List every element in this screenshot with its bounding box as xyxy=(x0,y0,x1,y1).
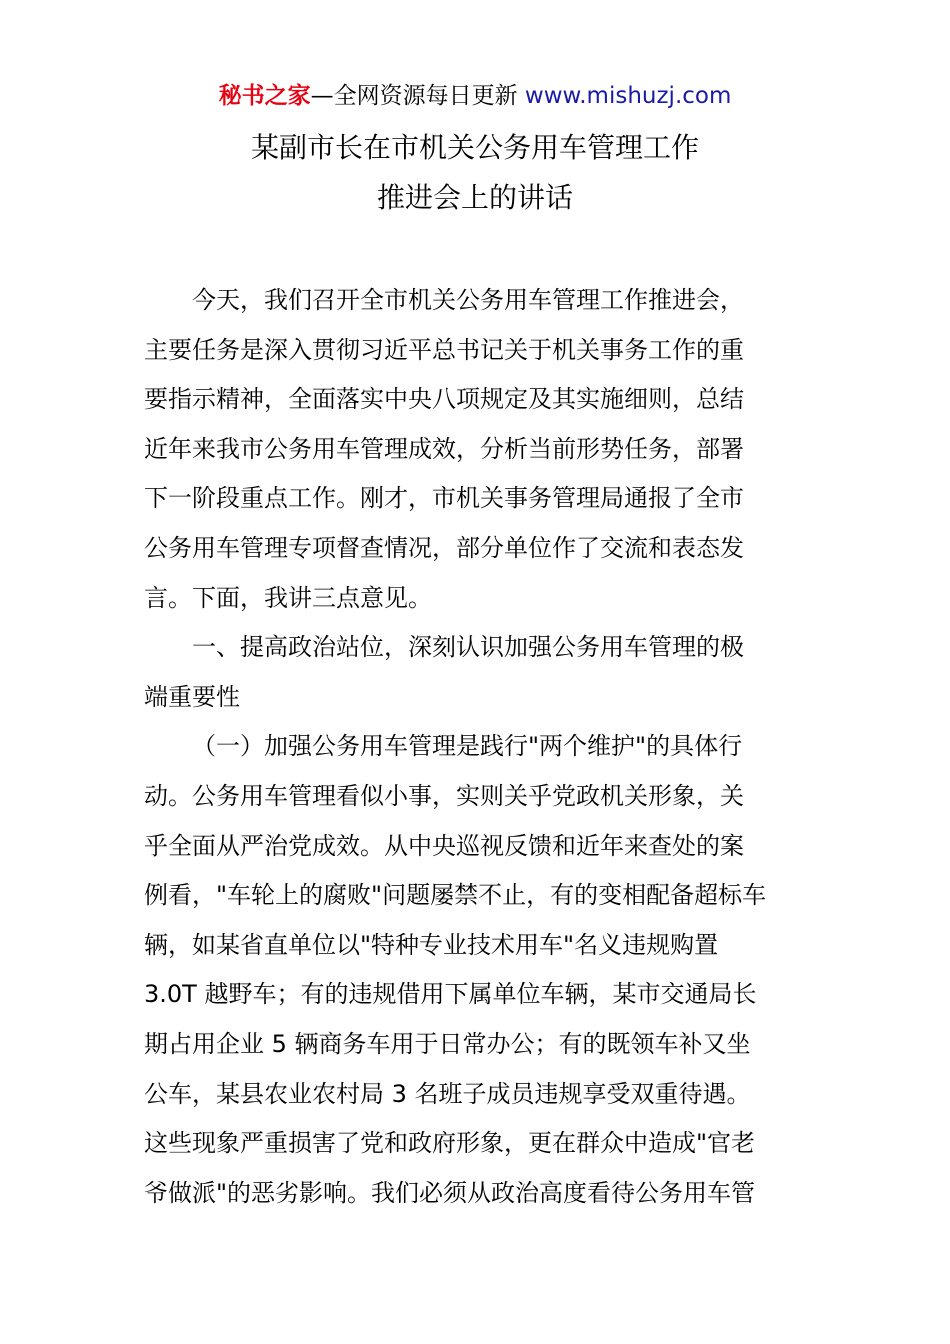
body-line: 这些现象严重损害了党和政府形象，更在群众中造成"官老 xyxy=(144,1129,756,1158)
brand-name: 秘书之家 xyxy=(218,83,311,109)
body-line: 3.0T 越野车；有的违规借用下属单位车辆，某市交通局长 xyxy=(144,980,757,1009)
section-heading-line: 端重要性 xyxy=(144,682,240,711)
body-line: （一）加强公务用车管理是践行"两个维护"的具体行 xyxy=(192,732,743,761)
document-body xyxy=(144,276,814,1218)
site-header xyxy=(0,80,950,112)
body-line: 爷做派"的恶劣影响。我们必须从政治高度看待公务用车管 xyxy=(144,1178,756,1207)
body-line: 乎全面从严治党成效。从中央巡视反馈和近年来查处的案 xyxy=(144,831,744,860)
header-tagline: —全网资源每日更新 xyxy=(310,83,525,109)
document-title-line-1: 某副市长在市机关公务用车管理工作 xyxy=(250,131,699,164)
body-line: 公务用车管理专项督查情况，部分单位作了交流和表态发 xyxy=(144,533,744,562)
body-line: 言。下面，我讲三点意见。 xyxy=(144,583,432,612)
document-title-line-2: 推进会上的讲话 xyxy=(376,181,573,214)
body-line: 主要任务是深入贯彻习近平总书记关于机关事务工作的重 xyxy=(144,335,744,364)
body-line: 例看，"车轮上的腐败"问题屡禁不止，有的变相配备超标车 xyxy=(144,881,767,910)
body-line: 下一阶段重点工作。刚才，市机关事务管理局通报了全市 xyxy=(144,484,744,513)
body-line: 辆，如某省直单位以"特种专业技术用车"名义违规购置 xyxy=(144,930,719,959)
section-heading-line: 一、提高政治站位，深刻认识加强公务用车管理的极 xyxy=(192,633,744,662)
body-line: 今天，我们召开全市机关公务用车管理工作推进会， xyxy=(192,286,744,314)
body-line: 要指示精神，全面落实中央八项规定及其实施细则，总结 xyxy=(144,385,744,414)
body-line: 期占用企业 5 辆商务车用于日常办公；有的既领车补又坐 xyxy=(144,1029,751,1058)
site-url-link[interactable]: www.mishuzj.com xyxy=(524,83,732,109)
body-line: 近年来我市公务用车管理成效，分析当前形势任务，部署 xyxy=(144,434,744,463)
body-line: 动。公务用车管理看似小事，实则关乎党政机关形象，关 xyxy=(144,781,744,810)
body-line: 公车，某县农业农村局 3 名班子成员违规享受双重待遇。 xyxy=(144,1079,751,1108)
